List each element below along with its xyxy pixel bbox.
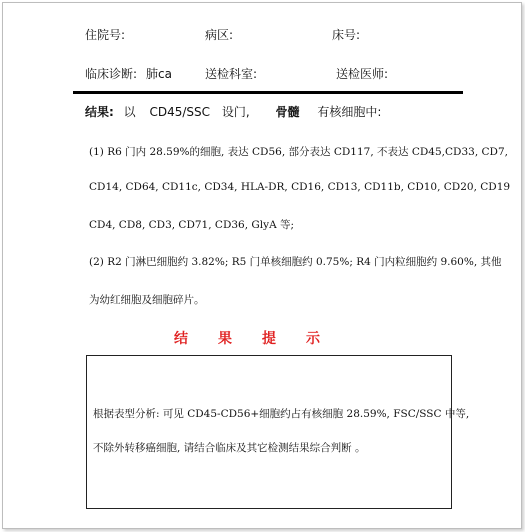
result-hint-title: 结果提示	[174, 331, 350, 347]
item1-line1: (1) R6 门内 28.59%的细胞, 表达 CD56, 部分表达 CD117, 不表达 CD45,CD33, CD7,	[89, 146, 508, 158]
header-divider	[73, 91, 463, 94]
item1-line2: CD14, CD64, CD11c, CD34, HLA-DR, CD16, CD13, CD11b, CD10, CD20, CD19	[89, 181, 511, 193]
result-text-2: 设门,	[221, 105, 250, 119]
bed-no-label: 床号:	[332, 28, 361, 42]
ward-label: 病区:	[205, 28, 234, 42]
item2-line1: (2) R2 门淋巴细胞约 3.82%; R5 门单核细胞约 0.75%; R4 门内粒细胞约 9.60%, 其他	[89, 256, 502, 268]
result-heading	[85, 103, 381, 120]
item2-line2: 为幼红细胞及细胞碎片。	[89, 294, 205, 306]
item1-line3: CD4, CD8, CD3, CD71, CD36, GlyA 等;	[89, 219, 295, 231]
dept-label: 送检科室:	[205, 67, 258, 81]
result-text-1: 以	[123, 105, 136, 119]
doctor-label: 送检医师:	[336, 67, 389, 81]
hint-line2: 不除外转移癌细胞, 请结合临床及其它检测结果综合判断 。	[93, 442, 366, 454]
admission-no-label: 住院号:	[85, 28, 126, 42]
clinical-diagnosis-label: 临床诊断:	[85, 67, 138, 81]
gating-strategy: CD45/SSC	[149, 105, 211, 119]
sample-type: 骨髓	[275, 105, 300, 119]
result-hint-box	[86, 355, 470, 509]
clinical-diagnosis-value: 肺ca	[146, 67, 172, 81]
result-prefix: 结果:	[85, 105, 114, 119]
hint-line1: 根据表型分析: 可见 CD45-CD56+细胞约占有核细胞 28.59%, FSC/SSC 中等,	[93, 408, 470, 420]
result-text-3: 有核细胞中:	[317, 105, 382, 119]
report-page	[2, 2, 522, 529]
